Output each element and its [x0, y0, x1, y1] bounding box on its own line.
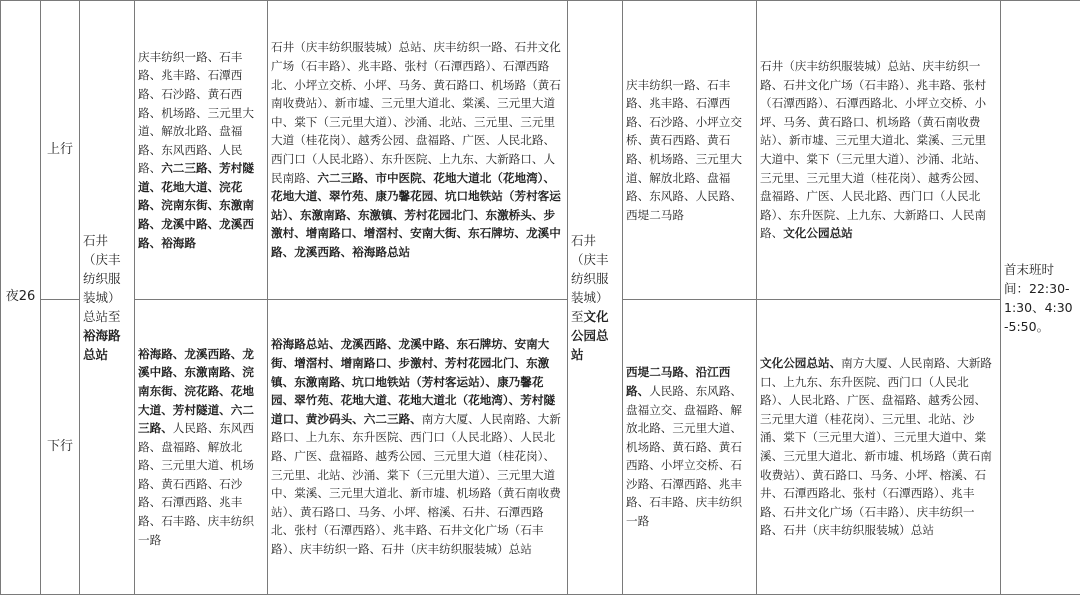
stop-run: 文化公园总站	[783, 226, 853, 240]
terminal-b-start: 石井（庆丰纺织服装城）至	[571, 233, 609, 324]
stop-run: 裕海路总站、龙溪西路、龙溪中路、东石牌坊、安南大街、增滘村、增南路口、步激村、芳村花园北门、东激镇、东激南路、坑口地铁站（芳村客运站）、康乃馨花园、翠竹苑、花地大道、花地大道北（花地湾）、芳村隧道口、黄沙码头、六二三路、	[271, 337, 555, 425]
stop-run: 西堤二马路、沿江西路、	[626, 365, 730, 398]
row-up	[1, 1, 1080, 300]
stop-run: 石井（庆丰纺织服装城）总站、庆丰纺织一路、石井文化广场（石丰路）、兆丰路、张村（石潭西路）、石潭西路北、小坪立交桥、小坪、马务、黄石路口、机场路（黄石南收费站）、新市墟、三元里大道北、棠溪、三元里大道中、棠下（三元里大道）、沙涌、北站、三元里、三元里大道（桂花岗）、越秀公园、盘福路、广医、人民北路、西门口（人民北路）、东升医院、上九东、大新路口、人民南路、	[271, 40, 561, 184]
stop-run: 南方大厦、人民南路、大新路口、上九东、东升医院、西门口（人民北路）、人民北路、广医、盘福路、越秀公园、三元里大道（桂花岗）、三元里、北站、沙涌、棠下（三元里大道）、三元里大道中、棠溪、三元里大道北、新市墟、机场路（黄石南收费站）、黄石路口、马务、小坪、榕溪、石井、石潭西路北、张村（石潭西路）、兆丰路、石井文化广场（石丰路）、庆丰纺织一路、石井（庆丰纺织服装城）总站	[271, 412, 561, 556]
stop-run: 人民路、东风西路、盘福路、解放北路、三元里大道、机场路、黄石西路、石沙路、石潭西路、兆丰路、石丰路、庆丰纺织一路	[138, 421, 254, 547]
stop-run: 庆丰纺织一路、石丰路、兆丰路、石潭西路、石沙路、小坪立交桥、黄石西路、黄石路、机场路、三元里大道、解放北路、盘福路、东风路、人民路、西堤二马路	[626, 78, 742, 222]
b-up-short	[623, 1, 757, 300]
a-down-long	[268, 300, 568, 595]
a-up-short	[135, 1, 268, 300]
direction-up-a: 上行	[41, 1, 80, 300]
row-down	[1, 300, 1080, 595]
terminal-b-end: 文化公园总站	[571, 309, 609, 362]
terminal-b-cell	[568, 1, 623, 595]
stop-run: 南方大厦、人民南路、大新路口、上九东、东升医院、西门口（人民北路）、人民北路、广医、盘福路、越秀公园、三元里大道（桂花岗）、三元里、北站、沙涌、棠下（三元里大道）、三元里大道中、棠溪、三元里大道北、新市墟、机场路（黄石南收费站）、黄石路口、马务、小坪、榕溪、石井、石潭西路北、张村（石潭西路）、兆丰路、石井文化广场（石丰路）、庆丰纺织一路、石井（庆丰纺织服装城）总站	[760, 356, 992, 537]
b-up-long	[757, 1, 1001, 300]
terminal-a-cell	[80, 1, 135, 595]
terminal-a-end: 裕海路总站	[83, 328, 121, 362]
stop-run: 六二三路、芳村隧道、花地大道、浣花路、浣南东街、东激南路、龙溪中路、龙溪西路、裕海路	[138, 161, 254, 249]
a-up-long	[268, 1, 568, 300]
stop-run: 文化公园总站、	[760, 356, 841, 370]
stop-run: 石井（庆丰纺织服装城）总站、庆丰纺织一路、石井文化广场（石丰路）、兆丰路、张村（石潭西路）、石潭西路北、小坪立交桥、小坪、马务、黄石路口、机场路（黄石南收费站）、新市墟、三元里大道北、棠溪、三元里大道中、棠下（三元里大道）、沙涌、北站、三元里、三元里大道（桂花岗）、越秀公园、盘福路、广医、人民北路、西门口（人民北路）、东升医院、上九东、大新路口、人民南路、	[760, 59, 986, 240]
stop-run: 庆丰纺织一路、石丰路、兆丰路、石潭西路、石沙路、黄石西路、机场路、三元里大道、解放北路、盘福路、东风西路、人民路、	[138, 50, 254, 176]
route-number-cell: 夜26	[1, 1, 41, 595]
a-down-short	[135, 300, 268, 595]
terminal-a-start: 石井（庆丰纺织服装城）总站至	[83, 233, 121, 324]
stop-run: 人民路、东风路、盘福立交、盘福路、解放北路、三元里大道、机场路、黄石路、黄石西路、小坪立交桥、石沙路、石潭西路、兆丰路、石丰路、庆丰纺织一路	[626, 384, 742, 528]
stop-run: 裕海路、龙溪西路、龙溪中路、东激南路、浣南东街、浣花路、花地大道、芳村隧道、六二三路、	[138, 347, 254, 435]
b-down-short	[623, 300, 757, 595]
stop-run: 六二三路、市中医院、花地大道北（花地湾）、花地大道、翠竹苑、康乃馨花园、坑口地铁站（芳村客运站）、东激南路、东激镇、芳村花园北门、东激桥头、步激村、增南路口、增滘村、安南大街、东石牌坊、龙溪中路、龙溪西路、裕海路总站	[271, 171, 561, 259]
schedule-note: 首末班时间：22:30-1:30、4:30-5:50。	[1001, 1, 1080, 595]
direction-down-a: 下行	[41, 300, 80, 595]
b-down-long	[757, 300, 1001, 595]
